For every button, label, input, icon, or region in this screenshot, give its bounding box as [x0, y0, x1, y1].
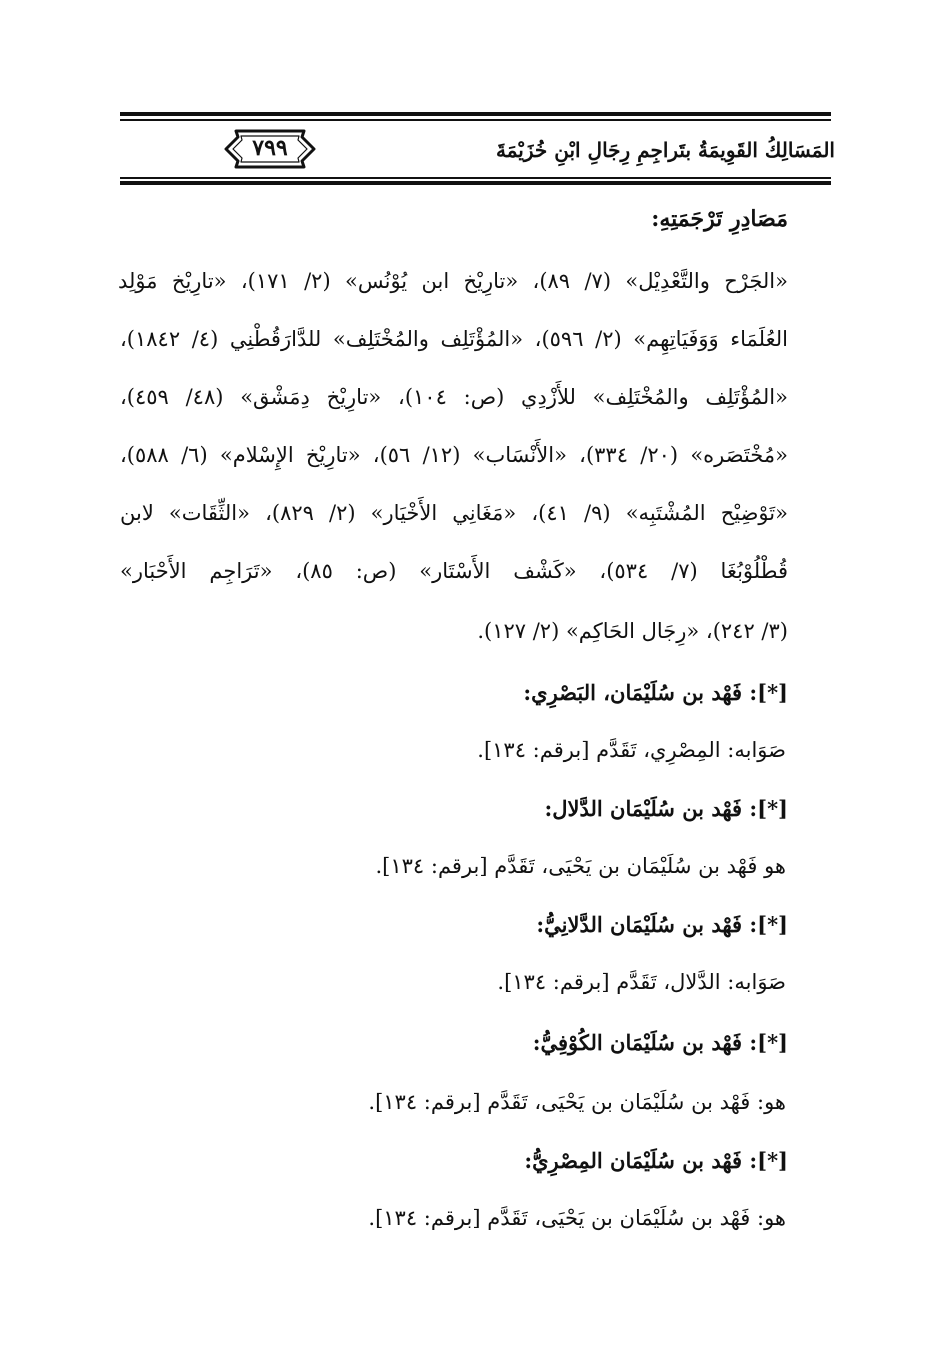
section-title: مَصَادِرِ تَرْجَمَتِهِ: [651, 206, 788, 232]
entry-heading: [*]: فَهْد بن سُلَيْمَان الدَّلال: [544, 796, 788, 821]
sources-line-7: (٣/ ٢٤٢)، «رِجَال الحَاكِم» (٢/ ١٢٧). [477, 619, 788, 643]
header-rule-top-thick [120, 112, 831, 116]
entry-body: هو: فَهْد بن سُلَيْمَان بن يَحْيَى، تَقَدَّم [برقم: ١٣٤]. [368, 1090, 786, 1114]
page-number-badge [222, 127, 318, 171]
header-rule-top-thin [120, 119, 831, 121]
entry-heading: [*]: فَهْد بن سُلَيْمَان، البَصْرِي: [523, 680, 788, 705]
sources-line-2: العُلَمَاء وَوَفَيَاتِهِم» (٢/ ٥٩٦)، «المُؤْتَلِف والمُخْتَلِف» للدَّارَقُطْنِي (٤/ ١٨٤٢)، [120, 327, 788, 351]
entry-heading: [*]: فَهْد بن سُلَيْمَان المِصْرِيُّ: [524, 1148, 788, 1173]
page-number: ٧٩٩ [252, 135, 288, 161]
entry-body: صَوَابه: المِصْرِي، تَقَدَّم [برقم: ١٣٤]. [477, 738, 786, 762]
sources-line-3: «المُؤْتَلِف والمُخْتَلِف» للأَزْدِي (ص: ١٠٤)، «تارِيْخ دِمَشْق» (٤٨/ ٤٥٩)، [120, 385, 788, 409]
entry-body: صَوَابه: الدَّلال، تَقَدَّم [برقم: ١٣٤]. [497, 970, 786, 994]
sources-line-5: «تَوْضِيْح المُشْتَبِه» (٩/ ٤١)، «مَغَانِي الأَخْيَار» (٢/ ٨٢٩)، «الثِّقَات» لابن [120, 501, 788, 525]
running-header-title: المَسَالِكُ القَوِيمَةُ بتَراجِمِ رِجَالِ ابْنِ خُزَيْمَةَ [496, 138, 835, 162]
header-rule-bottom-thick [120, 181, 831, 185]
sources-line-1: «الجَرْح والتَّعْدِيْل» (٧/ ٨٩)، «تارِيْخ ابن يُوْنُس» (٢/ ١٧١)، «تارِيْخ مَوْلِد [118, 269, 788, 293]
sources-line-6: قُطْلُوْبُغَا (٧/ ٥٣٤)، «كَشْف الأَسْتَار» (ص: ٨٥)، «تَرَاجِم الأَحْبَار» [120, 559, 788, 583]
header-rule-bottom-thin [120, 177, 831, 179]
entry-heading: [*]: فَهْد بن سُلَيْمَان الكُوْفِيُّ: [532, 1030, 788, 1055]
sources-line-4: «مُخْتَصَره» (٢٠/ ٣٣٤)، «الأَنْسَاب» (١٢/ ٥٦)، «تارِيْخ الإِسْلام» (٦/ ٥٨٨)، [120, 443, 788, 467]
entry-body: هو: فَهْد بن سُلَيْمَان بن يَحْيَى، تَقَدَّم [برقم: ١٣٤]. [368, 1206, 786, 1230]
entry-heading: [*]: فَهْد بن سُلَيْمَان الدَّلانِيُّ: [536, 912, 788, 937]
entry-body: هو فَهْد بن سُلَيْمَان بن يَحْيَى، تَقَدَّم [برقم: ١٣٤]. [375, 854, 786, 878]
